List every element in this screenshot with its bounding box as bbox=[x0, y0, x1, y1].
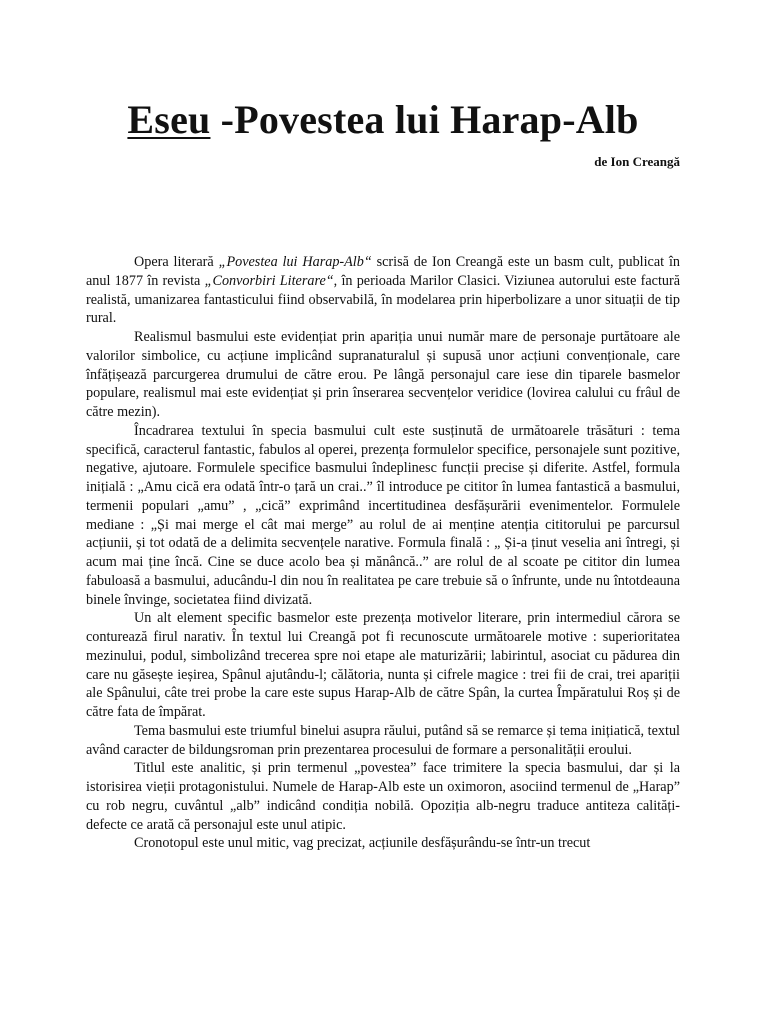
paragraph-realism: Realismul basmului este evidențiat prin apariția unui număr mare de personaje purtătoare ale valorilor simbolice, cu acțiune implicând supranaturalul și supusă unor acțiuni convenționale, care înfățișează parcurgerea drumului de către erou. Pe lângă personajul care iese din tiparele basmelor populare, realismul mai este evidențiat și prin înserarea secvențelor veridice (lovirea calului cu frâul de către mezin). bbox=[86, 329, 680, 420]
p1-text-e: , în perioada Marilor Clasici. Viziunea autorului este factură realistă, umanizarea fantasticului fiind observabilă, în modelarea prin hiperbolizare a unor situații de tip rural. bbox=[86, 272, 680, 327]
paragraph-species: Încadrarea textului în specia basmului cult este susținută de următoarele trăsături : tema specifică, caracterul fantastic, fabulos al operei, prezența formulelor specifice, personajele sunt pozitive, negative, ajutoare. Formulele specifice basmului îndeplinesc funcții precise și diferite. Astfel, formula inițială : „Amu cică era odată într-o țară un crai..” îl introduce pe cititor în lumea fantastică a basmului, termenii populari „amu” , „cică” exprimând incertitudinea desfășurării evenimentelor. Formulele mediane : „Și mai merge el cât mai merge” au rolul de ai menține atenția cititorului pe parcursul acțiunii, și tot odată de a delimita secvențele narative. Formula finală : „ Și-a ținut veselia ani întregi, și acum mai ține încă. Cine se duce acolo bea și mănâncă..” are rolul de al scoate pe cititor din lumea fabuloasă a basmului, aducându-l din nou în realitatea pe care trebuie să o înfrunte, unde nu întotdeauna binele învinge, societatea fiind divizată. bbox=[86, 422, 680, 608]
p1-magazine-title: „Convorbiri Literare“ bbox=[204, 272, 334, 289]
paragraph-theme: Tema basmului este triumful binelui asupra răului, putând să se remarce și tema inițiatică, textul având caracter de bildungsroman prin prezentarea procesului de formare a personalității eroului. bbox=[86, 722, 680, 758]
p1-text-c: scrisă de Ion Creangă este un basm cult, publicat în anul 1877 în revista bbox=[86, 254, 680, 289]
paragraph-title: Titlul este analitic, și prin termenul „povestea” face trimitere la specia basmului, dar și la istorisirea vieții protagonistului. Numele de Harap-Alb este un oximoron, asociind termenul de „Harap” cu rob negru, cuvântul „alb” indicând condiția nobilă. Opoziția alb-negru traduce antiteza calități-defecte ce arată că personajul este unul atipic. bbox=[86, 760, 680, 833]
title-rest: -Povestea lui Harap-Alb bbox=[210, 97, 639, 142]
paragraph-chronotope: Cronotopul este unul mitic, vag precizat, acțiunile desfășurându-se într-un trecut bbox=[134, 835, 591, 852]
paragraph-motifs: Un alt element specific basmelor este prezența motivelor literare, prin intermediul cărora se conturează firul narativ. În textul lui Creangă pot fi recunoscute următoarele motive : superioritatea mezinului, podul, simbolizând trecerea spre noi etape ale maturizării; labirintul, asociat cu pădurea din care nu găsește ieșirea, Spânul ajutându-l; călătoria, nunta și cifrele magice : trei fii de crai, trei apariții ale Spânului, câte trei probe la care este supus Harap-Alb de către Spân, la curtea Împăratului Roș și de către fata de împărat. bbox=[86, 610, 680, 720]
p1-work-title: „Povestea lui Harap-Alb“ bbox=[218, 254, 372, 270]
author-line: de Ion Creangă bbox=[594, 154, 680, 169]
document-title bbox=[86, 0, 680, 144]
p1-text-a: Opera literară bbox=[134, 254, 219, 270]
title-underlined-word: Eseu bbox=[127, 97, 211, 142]
document-body bbox=[86, 253, 680, 853]
paragraph-intro bbox=[86, 253, 680, 328]
